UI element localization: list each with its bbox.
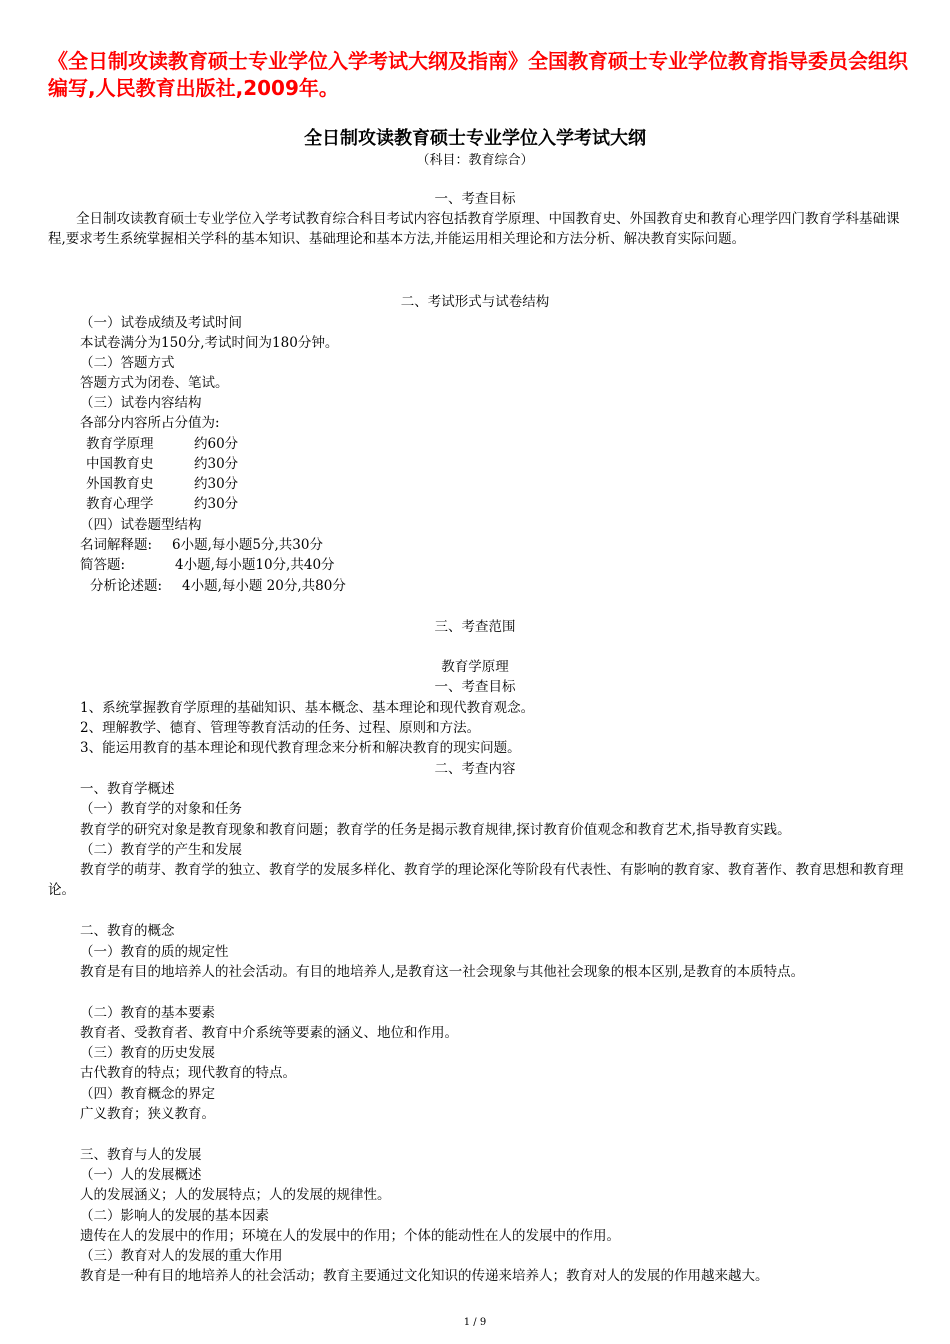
subheading: （一）试卷成绩及考试时间 xyxy=(80,315,242,331)
score-points: 约30分 xyxy=(194,456,239,472)
score-subject: 教育学原理 xyxy=(86,436,154,452)
question-desc: 4小题,每小题 20分,共80分 xyxy=(182,578,346,594)
subheading: （二）教育学的产生和发展 xyxy=(80,842,242,858)
header-citation: 《全日制攻读教育硕士专业学位入学考试大纲及指南》全国教育硕士专业学位教育指导委员会组织编写,人民教育出版社,2009年。 xyxy=(48,49,908,100)
list-item: 1、系统掌握教育学原理的基础知识、基本概念、基本理论和现代教育观念。 xyxy=(80,700,535,716)
text-line: 教育是一种有目的地培养人的社会活动；教育主要通过文化知识的传递来培养人；教育对人的发展的作用越来越大。 xyxy=(80,1268,769,1284)
subheading: （一）教育学的对象和任务 xyxy=(80,801,242,817)
document-title: 全日制攻读教育硕士专业学位入学考试大纲 xyxy=(304,128,646,149)
paragraph: 教育是有目的地培养人的社会活动。有目的地培养人,是教育这一社会现象与其他社会现象的根本区别,是教育的本质特点。 xyxy=(80,964,805,980)
score-subject: 教育心理学 xyxy=(86,496,154,512)
subheading: （二）教育的基本要素 xyxy=(80,1005,215,1021)
chapter-heading: 一、教育学概述 xyxy=(80,781,175,797)
question-type: 名词解释题: xyxy=(80,537,153,553)
section-heading: 二、考查内容 xyxy=(434,761,516,777)
score-subject: 中国教育史 xyxy=(86,456,154,472)
text-line: 广义教育；狭义教育。 xyxy=(80,1106,215,1122)
chapter-heading: 三、教育与人的发展 xyxy=(80,1147,202,1163)
section-heading: 一、考查目标 xyxy=(434,191,516,207)
text-line: 教育者、受教育者、教育中介系统等要素的涵义、地位和作用。 xyxy=(80,1025,458,1041)
subheading: （三）试卷内容结构 xyxy=(80,395,202,411)
paragraph: 教育学的萌芽、教育学的独立、教育学的发展多样化、教育学的理论深化等阶段有代表性、有影响的教育家、教育著作、教育思想和教育理论。 xyxy=(48,862,904,898)
section-heading: 三、考查范围 xyxy=(434,619,516,635)
question-type: 简答题: xyxy=(80,557,126,573)
question-desc: 6小题,每小题5分,共30分 xyxy=(172,537,323,553)
text-line: 人的发展涵义；人的发展特点；人的发展的规律性。 xyxy=(80,1187,391,1203)
text-line: 古代教育的特点；现代教育的特点。 xyxy=(80,1065,296,1081)
paragraph: 全日制攻读教育硕士专业学位入学考试教育综合科目考试内容包括教育学原理、中国教育史、外国教育史和教育心理学四门教育学科基础课程,要求考生系统掌握相关学科的基本知识、基础理论和基本方法,并能运用相关理论和方法分析、解决教育实际问题。 xyxy=(48,211,900,247)
text-line: 遗传在人的发展中的作用；环境在人的发展中的作用；个体的能动性在人的发展中的作用。 xyxy=(80,1228,620,1244)
subheading: （三）教育的历史发展 xyxy=(80,1045,215,1061)
text-line: 各部分内容所占分值为: xyxy=(80,415,220,431)
subject-title: 教育学原理 xyxy=(441,659,509,675)
subheading: （四）试卷题型结构 xyxy=(80,517,202,533)
question-desc: 4小题,每小题10分,共40分 xyxy=(175,557,335,573)
text-line: 答题方式为闭卷、笔试。 xyxy=(80,375,229,391)
score-points: 约30分 xyxy=(194,476,239,492)
score-subject: 外国教育史 xyxy=(86,476,154,492)
score-points: 约60分 xyxy=(194,436,239,452)
section-heading: 一、考查目标 xyxy=(434,679,516,695)
list-item: 3、能运用教育的基本理论和现代教育理念来分析和解决教育的现实问题。 xyxy=(80,740,521,756)
page-number: 1 / 9 xyxy=(463,1317,487,1328)
text-line: 教育学的研究对象是教育现象和教育问题；教育学的任务是揭示教育规律,探讨教育价值观念和教育艺术,指导教育实践。 xyxy=(80,822,791,838)
score-points: 约30分 xyxy=(194,496,239,512)
subheading: （一）人的发展概述 xyxy=(80,1167,202,1183)
subheading: （二）答题方式 xyxy=(80,355,175,371)
document-subtitle: （科目：教育综合） xyxy=(416,153,534,168)
chapter-heading: 二、教育的概念 xyxy=(80,923,175,939)
subheading: （三）教育对人的发展的重大作用 xyxy=(80,1248,283,1264)
text-line: 本试卷满分为150分,考试时间为180分钟。 xyxy=(80,335,339,351)
list-item: 2、理解教学、德育、管理等教育活动的任务、过程、原则和方法。 xyxy=(80,720,481,736)
question-type: 分析论述题: xyxy=(90,578,163,594)
section-heading: 二、考试形式与试卷结构 xyxy=(400,294,550,310)
subheading: （二）影响人的发展的基本因素 xyxy=(80,1208,269,1224)
subheading: （一）教育的质的规定性 xyxy=(80,944,229,960)
subheading: （四）教育概念的界定 xyxy=(80,1086,215,1102)
